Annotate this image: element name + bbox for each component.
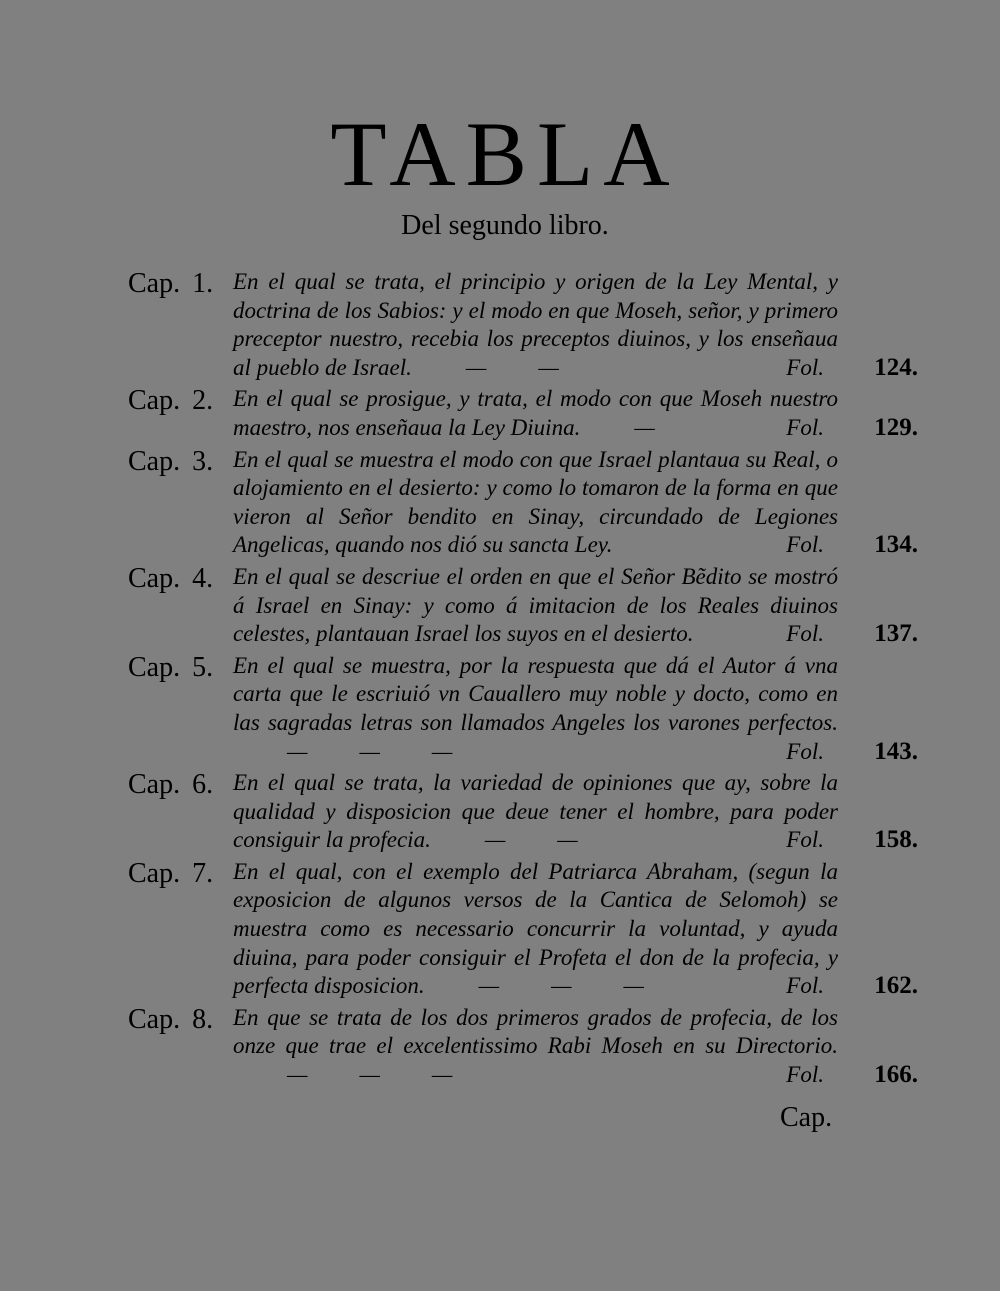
chapter-word: Cap. (128, 651, 181, 683)
chapter-word: Cap. (128, 445, 181, 477)
leader-dashes (608, 414, 680, 443)
folio-number: 158. (874, 826, 918, 854)
chapter-number: 1. (192, 268, 214, 299)
toc-entry (128, 268, 918, 382)
chapter-description (233, 769, 838, 855)
chapter-description (233, 1004, 838, 1090)
toc-entry (128, 385, 918, 442)
folio-label: Fol. (786, 738, 824, 764)
chapter-word: Cap. (128, 562, 181, 594)
leader-dash: — (634, 414, 655, 440)
leader-dashes (261, 1061, 478, 1090)
leader-dash: — (359, 1062, 380, 1088)
chapter-text: En el qual se trata, el principio y origen de la Ley Mental, y doctrina de los Sabios: y el modo en que Moseh, señor, y primero preceptor nuestro, recebia los preceptos diuinos, y los enseñaua al pueblo de Israel. (233, 269, 838, 380)
folio-label: Fol. (786, 354, 824, 380)
leader-dash: — (287, 1062, 308, 1088)
toc-entry (128, 858, 918, 1001)
chapter-word: Cap. (128, 268, 181, 299)
chapter-label (128, 1004, 213, 1036)
toc-entry (128, 1004, 918, 1090)
leader-dashes (459, 826, 604, 855)
toc-entry (128, 563, 918, 649)
folio-label: Fol. (786, 532, 824, 558)
chapter-description (233, 385, 838, 442)
chapter-label (128, 652, 213, 684)
toc-entry (128, 769, 918, 855)
leader-dashes (453, 972, 670, 1001)
leader-dash: — (478, 973, 500, 999)
chapter-number: 4. (192, 562, 214, 594)
chapter-label (128, 385, 213, 417)
folio-number: 134. (874, 531, 918, 559)
chapter-description (233, 563, 838, 649)
chapter-number: 2. (192, 385, 214, 417)
leader-dash: — (538, 354, 559, 380)
chapter-number: 5. (192, 651, 214, 683)
folio-label: Fol. (786, 973, 824, 999)
chapter-text: En el qual se trata, la variedad de opiniones que ay, sobre la qualidad y disposicion que deue tener el hombre, para poder consiguir la profecia. (233, 770, 838, 853)
chapter-word: Cap. (128, 769, 181, 801)
chapter-description (233, 268, 838, 382)
folio-label: Fol. (786, 621, 824, 647)
leader-dashes (440, 354, 585, 383)
chapter-text: En el qual se muestra, por la respuesta que dá el Autor á vna carta que le escriuió vn Cauallero muy noble y docto, como en las sagradas letras son llamados Angeles los varones perfectos. (233, 652, 838, 735)
leader-dash: — (465, 354, 487, 380)
chapter-word: Cap. (128, 1003, 181, 1035)
chapter-label (128, 446, 213, 478)
chapter-label (128, 769, 213, 801)
chapter-number: 7. (192, 857, 214, 889)
page-subtitle: Del segundo libro. (401, 210, 609, 241)
leader-dashes (261, 738, 478, 767)
toc-entry (128, 446, 918, 560)
chapter-label (128, 858, 213, 890)
folio-label: Fol. (786, 414, 824, 440)
catchword: Cap. (780, 1102, 833, 1133)
chapter-number: 3. (192, 445, 214, 477)
leader-dash: — (484, 827, 506, 853)
leader-dash: — (557, 827, 578, 853)
chapter-word: Cap. (128, 857, 181, 889)
chapter-text: En el qual se muestra el modo con que Israel plantaua su Real, o alojamiento en el desierto: y como lo tomaron de la forma en que vieron al Señor bendito en Sinay, circundado de Legiones Angelicas, quando nos dió su sancta Ley. (233, 446, 838, 558)
chapter-description (233, 446, 838, 560)
chapter-label (128, 563, 213, 595)
chapter-number: 8. (192, 1003, 214, 1035)
folio-label: Fol. (786, 1062, 824, 1088)
chapter-text: En el qual se prosigue, y trata, el modo con que Moseh nuestro maestro, nos enseñaua la Ley Diuina. (233, 386, 838, 440)
folio-number: 137. (874, 620, 918, 648)
folio-number: 162. (874, 972, 918, 1000)
chapter-text: En el qual se descriue el orden en que el Señor Bẽdito se mostró á Israel en Sinay: y como á imitacion de los Reales diuinos celestes, plantauan Israel los suyos en el desierto. (233, 563, 838, 647)
chapter-number: 6. (192, 769, 214, 801)
toc-entry (128, 652, 918, 766)
leader-dash: — (431, 1062, 453, 1088)
chapter-word: Cap. (128, 385, 181, 417)
chapter-label (128, 268, 213, 300)
folio-number: 143. (874, 737, 918, 765)
chapter-description (233, 652, 838, 766)
chapter-description (233, 858, 838, 1001)
leader-dash: — (623, 973, 644, 999)
folio-label: Fol. (786, 827, 824, 853)
leader-dash: — (431, 738, 453, 764)
leader-dash: — (287, 738, 308, 764)
leader-dash: — (359, 738, 380, 764)
leader-dash: — (551, 973, 572, 999)
chapter-text: En que se trata de los dos primeros grados de profecia, de los onze que trae el excelentissimo Rabi Moseh en su Directorio. (233, 1004, 838, 1059)
chapter-text: En el qual, con el exemplo del Patriarca Abraham, (segun la exposicion de algunos versos de la Cantica de Selomoh) se muestra como es necessario concurrir la voluntad, y ayuda diuina, para poder consiguir el Profeta el don de la profecia, y perfecta disposicion. (233, 858, 838, 999)
folio-number: 166. (874, 1061, 918, 1089)
page-title: TABLA (330, 103, 680, 205)
table-of-contents (128, 268, 918, 1093)
folio-number: 129. (874, 413, 918, 441)
folio-number: 124. (874, 353, 918, 381)
